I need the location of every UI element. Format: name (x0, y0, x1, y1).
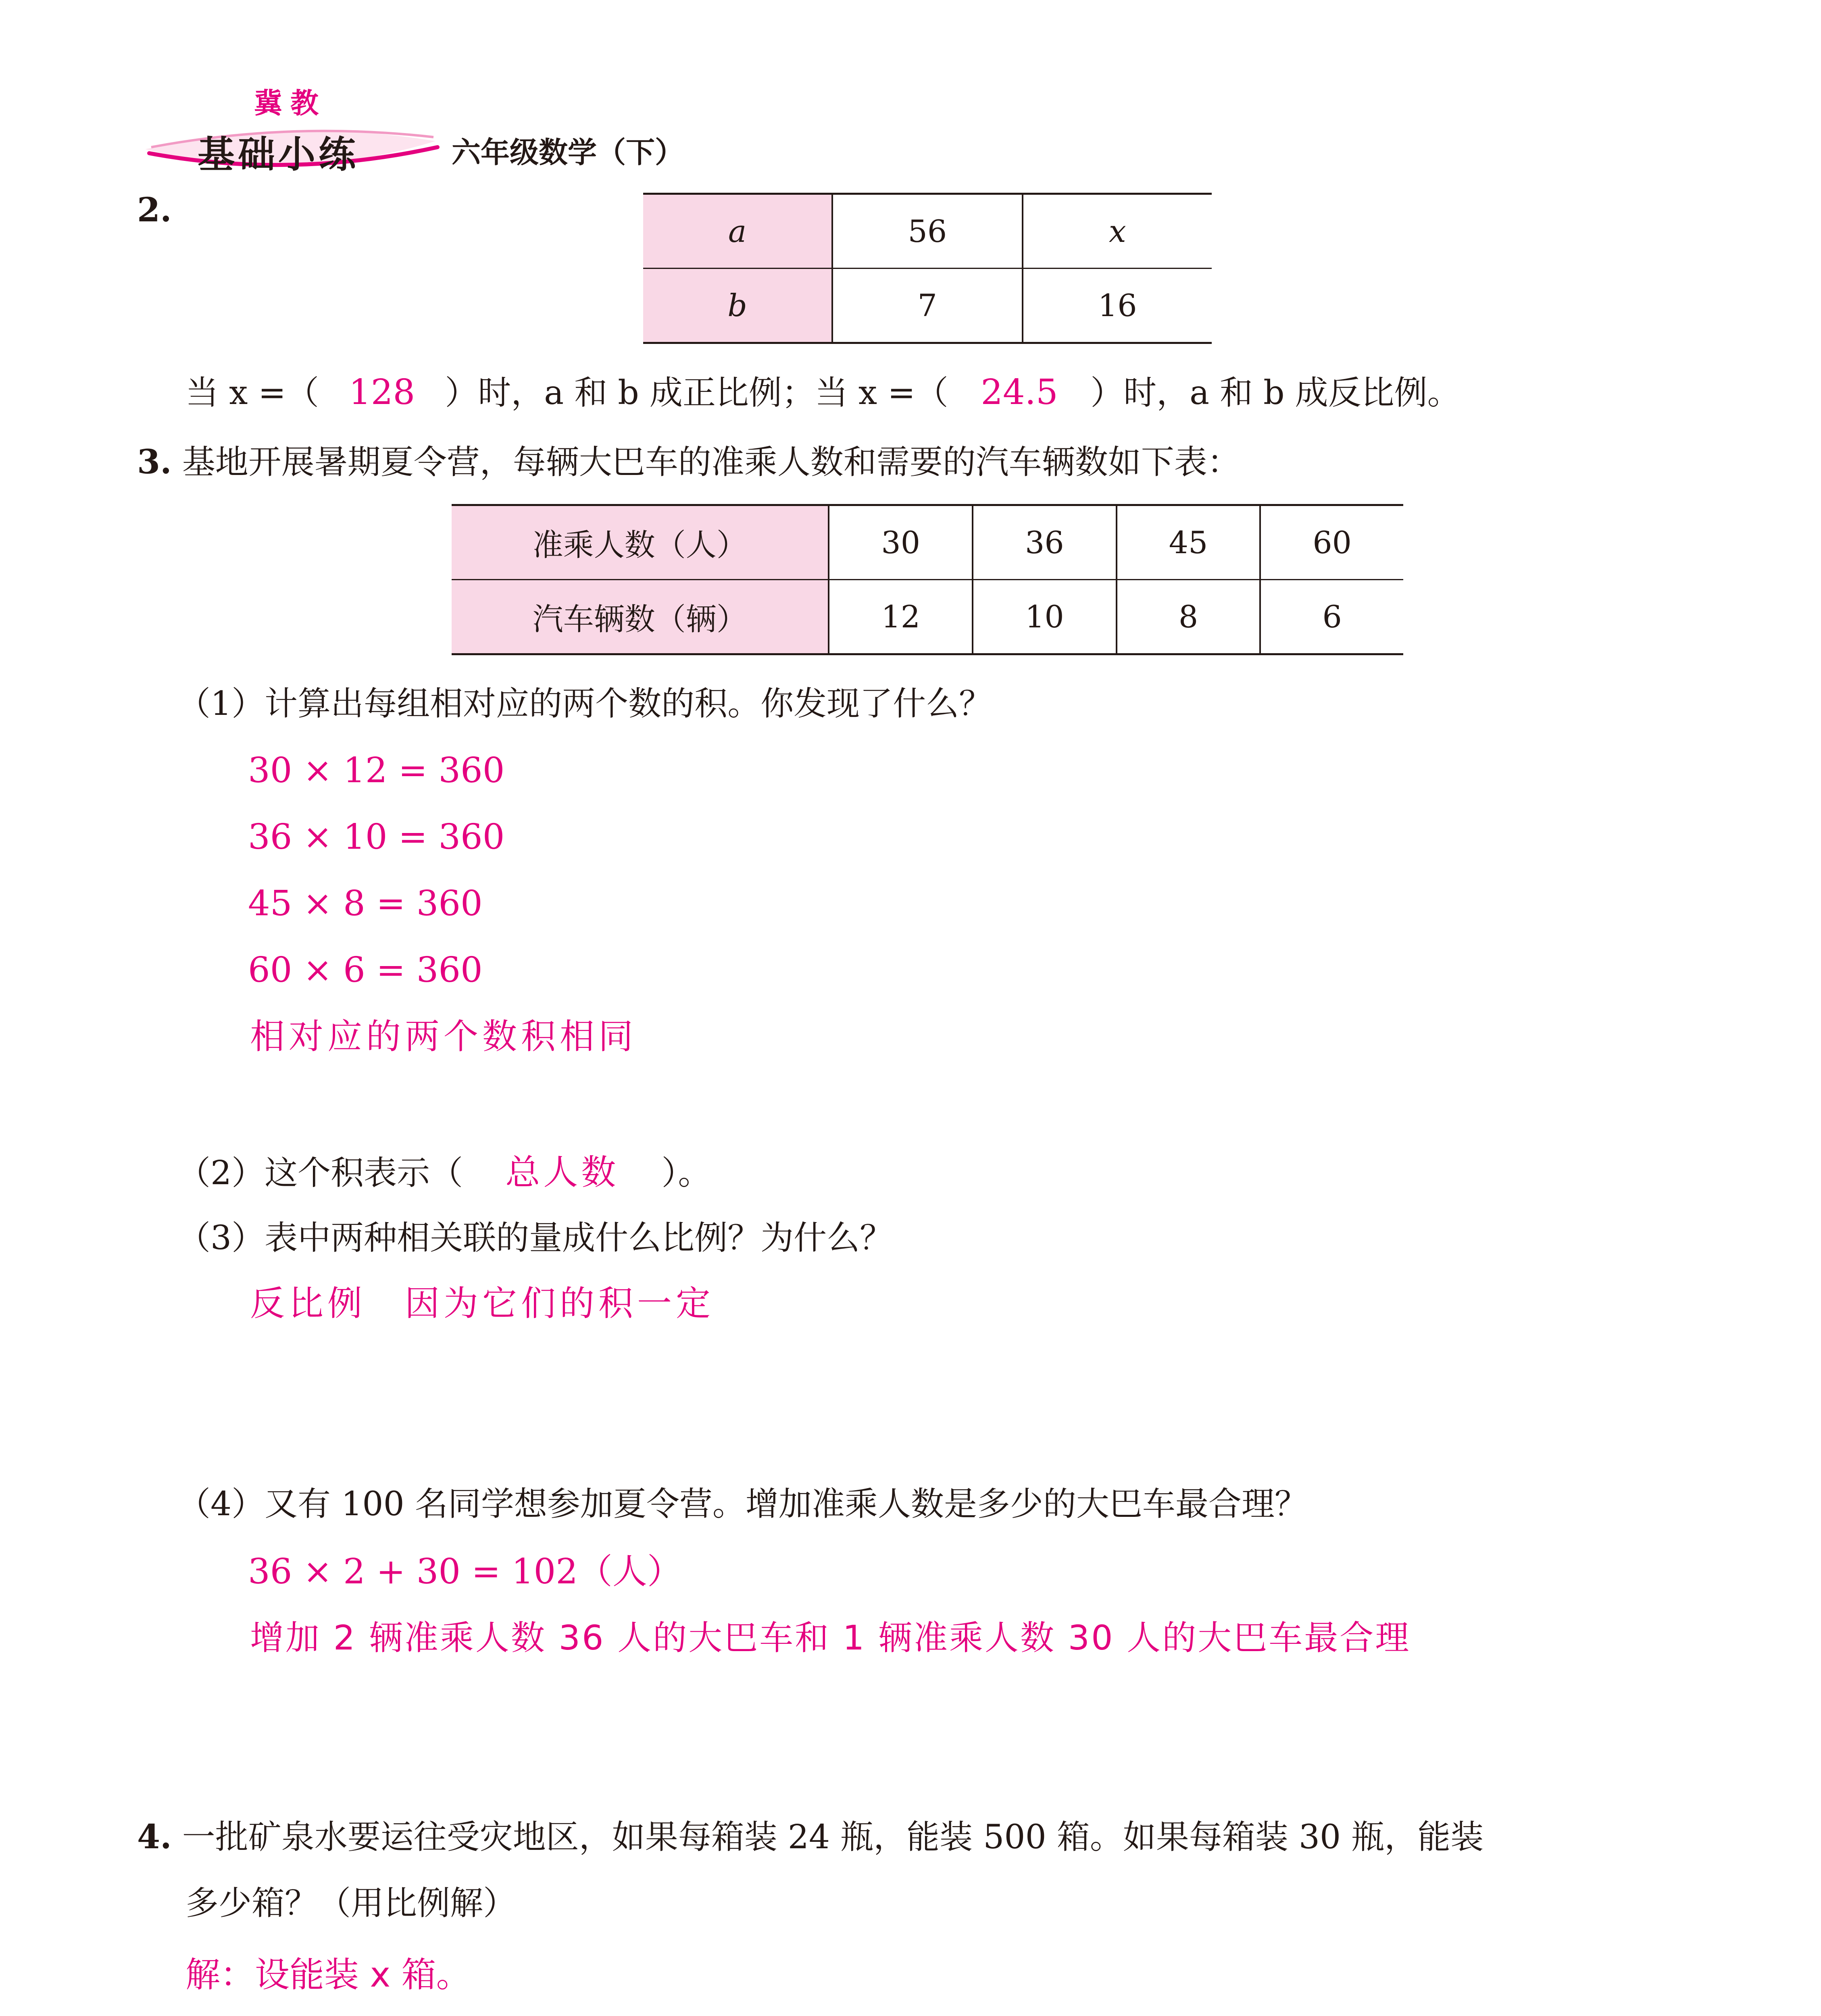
table-head-passengers: 准乘人数（人） (452, 505, 829, 580)
table-cell: 16 (1023, 269, 1212, 343)
q3-p1-question: （1）计算出每组相对应的两个数的积。你发现了什么？ (177, 685, 992, 723)
q3-p2-question: （2）这个积表示（ (177, 1154, 463, 1192)
q3-p4-question: （4）又有 100 名同学想参加夏令营。增加准乘人数是多少的大巴车最合理？ (177, 1485, 1308, 1523)
q3-p3-answer: 反比例 因为它们的积一定 (250, 1283, 715, 1324)
table-cell: 36 (973, 505, 1117, 580)
q3-p2-question-end: ）。 (661, 1154, 711, 1192)
q3-p1-answer-4: 60 × 6 = 360 (248, 950, 483, 990)
table-head-buses: 汽车辆数（辆） (452, 580, 829, 654)
brand-top: 冀教 (254, 87, 327, 120)
q3-number: 3 (137, 443, 160, 481)
q3-stem-text: 基地开展暑期夏令营，每辆大巴车的准乘人数和需要的汽车辆数如下表： (182, 443, 1240, 481)
table-cell: 56 (832, 194, 1022, 269)
table-cell: 12 (829, 580, 973, 654)
table-row (643, 194, 1212, 269)
q3-p1-answer-3: 45 × 8 = 360 (248, 883, 483, 924)
table-cell: 8 (1117, 580, 1261, 654)
q2-answer-1: 128 (349, 372, 415, 412)
table-cell: 45 (1117, 505, 1261, 580)
q2-text-1: 当 x =（ (185, 374, 319, 412)
q4-stem-line2: 多少箱？（用比例解） (185, 1884, 517, 1922)
q2-answer-2: 24.5 (981, 372, 1058, 412)
q2-table (643, 193, 1212, 344)
table-row (452, 580, 1403, 654)
table-head-a: a (643, 194, 832, 269)
q3-p3-question: （3）表中两种相关联的量成什么比例？为什么？ (177, 1219, 893, 1257)
table-cell: x (1023, 194, 1212, 269)
q2-text-2: ）时，a 和 b 成正比例；当 x =（ (445, 374, 948, 412)
header (137, 81, 742, 185)
q4-solution-let: 解：设能装 x 箱。 (185, 1955, 471, 1995)
table-row (643, 269, 1212, 343)
table-cell: 10 (973, 580, 1117, 654)
q3-p4-answer: 增加 2 辆准乘人数 36 人的大巴车和 1 辆准乘人数 30 人的大巴车最合理 (250, 1618, 1411, 1658)
table-head-b: b (643, 269, 832, 343)
q2-number: 2. (137, 191, 172, 229)
table-cell: 30 (829, 505, 973, 580)
q3-p2 (177, 1152, 711, 1193)
q3-p2-answer: 总人数 (505, 1152, 619, 1193)
book-title: 六年级数学（下） (452, 135, 684, 169)
q4-stem-text: 一批矿泉水要运往受灾地区，如果每箱装 24 瓶，能装 500 箱。如果每箱装 30 瓶，能装 (182, 1818, 1484, 1856)
q4-number: 4 (137, 1818, 160, 1856)
table-cell: 6 (1260, 580, 1403, 654)
q2-text-3: ）时，a 和 b 成反比例。 (1090, 374, 1461, 412)
table-cell: 7 (832, 269, 1022, 343)
brand-main: 基础小练 (198, 133, 359, 176)
q3-stem: 3. 基地开展暑期夏令营，每辆大巴车的准乘人数和需要的汽车辆数如下表： (137, 443, 1240, 481)
q3-p1-answer-1: 30 × 12 = 360 (248, 750, 505, 791)
q3-p1-answer-2: 36 × 10 = 360 (248, 817, 505, 857)
table-row (452, 505, 1403, 580)
q4-stem-line1: 4. 一批矿泉水要运往受灾地区，如果每箱装 24 瓶，能装 500 箱。如果每箱装 30 瓶，能装 (137, 1818, 1484, 1856)
q3-p1-conclusion: 相对应的两个数积相同 (250, 1016, 637, 1057)
q3-p4-calc: 36 × 2 + 30 = 102（人） (248, 1552, 682, 1592)
q2-statement (185, 372, 1461, 412)
table-cell: 60 (1260, 505, 1403, 580)
q3-table (452, 504, 1403, 655)
